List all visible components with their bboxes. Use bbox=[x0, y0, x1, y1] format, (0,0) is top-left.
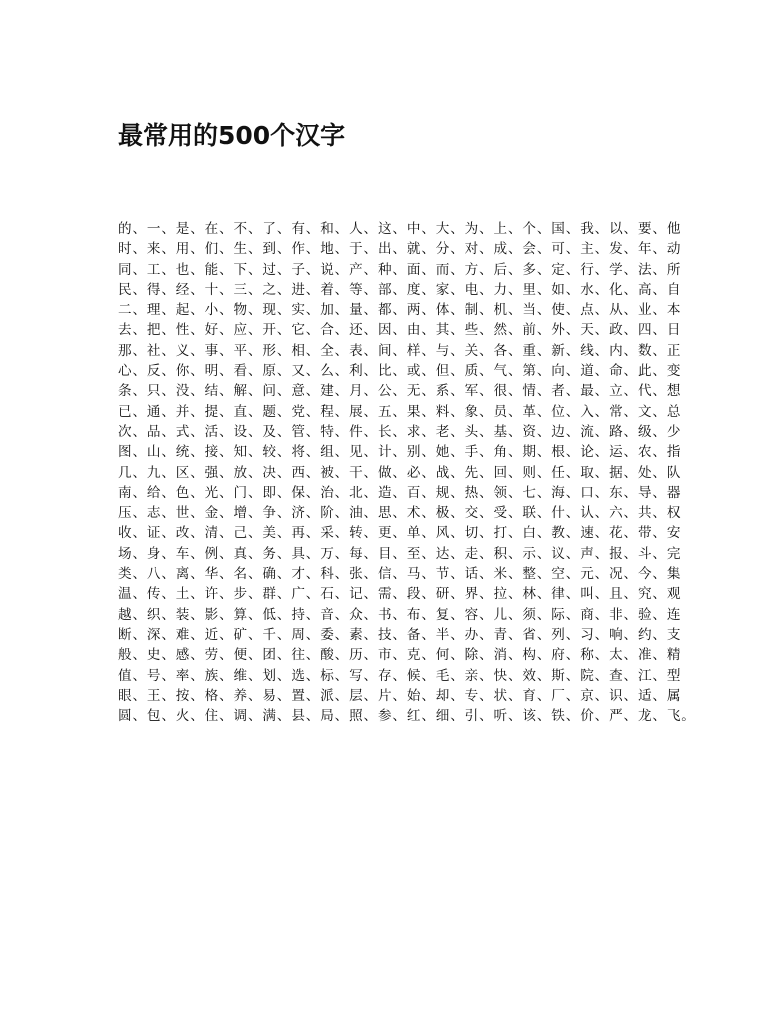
text-line: 时、来、用、们、生、到、作、地、于、出、就、分、对、成、会、可、主、发、年、动 bbox=[118, 241, 682, 258]
text-line: 几、九、区、强、放、决、西、被、干、做、必、战、先、回、则、任、取、据、处、队 bbox=[118, 464, 682, 481]
text-line: 温、传、土、许、步、群、广、石、记、需、段、研、界、拉、林、律、叫、且、究、观 bbox=[118, 586, 682, 603]
text-line: 南、给、色、光、门、即、保、治、北、造、百、规、热、领、七、海、口、东、导、器 bbox=[118, 484, 682, 501]
page-title: 最常用的500个汉字 bbox=[118, 121, 346, 150]
text-line: 图、山、统、接、知、较、将、组、见、计、别、她、手、角、期、根、论、运、农、指 bbox=[118, 444, 682, 461]
text-line: 民、得、经、十、三、之、进、着、等、部、度、家、电、力、里、如、水、化、高、自 bbox=[118, 281, 682, 298]
text-line: 越、织、装、影、算、低、持、音、众、书、布、复、容、儿、须、际、商、非、验、连 bbox=[118, 606, 682, 623]
text-line: 眼、王、按、格、养、易、置、派、层、片、始、却、专、状、育、厂、京、识、适、属 bbox=[118, 687, 682, 704]
text-line: 已、通、并、提、直、题、党、程、展、五、果、料、象、员、革、位、入、常、文、总 bbox=[118, 403, 682, 420]
text-line: 去、把、性、好、应、开、它、合、还、因、由、其、些、然、前、外、天、政、四、日 bbox=[118, 322, 682, 339]
text-line: 二、理、起、小、物、现、实、加、量、都、两、体、制、机、当、使、点、从、业、本 bbox=[118, 302, 682, 319]
text-line: 那、社、义、事、平、形、相、全、表、间、样、与、关、各、重、新、线、内、数、正 bbox=[118, 342, 682, 359]
character-list bbox=[118, 219, 696, 726]
text-line: 收、证、改、清、己、美、再、采、转、更、单、风、切、打、白、教、速、花、带、安 bbox=[118, 525, 682, 542]
text-line: 圆、包、火、住、调、满、县、局、照、参、红、细、引、听、该、铁、价、严、龙、飞。 bbox=[118, 708, 696, 725]
text-line: 般、史、感、劳、便、团、往、酸、历、市、克、何、除、消、构、府、称、太、准、精 bbox=[118, 647, 682, 664]
text-line: 的、一、是、在、不、了、有、和、人、这、中、大、为、上、个、国、我、以、要、他 bbox=[118, 221, 682, 237]
text-line: 压、志、世、金、增、争、济、阶、油、思、术、极、交、受、联、什、认、六、共、权 bbox=[118, 505, 682, 522]
text-line: 值、号、率、族、维、划、选、标、写、存、候、毛、亲、快、效、斯、院、查、江、型 bbox=[118, 667, 682, 684]
text-line: 次、品、式、活、设、及、管、特、件、长、求、老、头、基、资、边、流、路、级、少 bbox=[118, 423, 682, 440]
text-line: 场、身、车、例、真、务、具、万、每、目、至、达、走、积、示、议、声、报、斗、完 bbox=[118, 545, 682, 562]
text-line: 条、只、没、结、解、问、意、建、月、公、无、系、军、很、情、者、最、立、代、想 bbox=[118, 383, 682, 400]
text-line: 类、八、离、华、名、确、才、科、张、信、马、节、话、米、整、空、元、况、今、集 bbox=[118, 566, 682, 583]
text-line: 心、反、你、明、看、原、又、么、利、比、或、但、质、气、第、向、道、命、此、变 bbox=[118, 363, 682, 380]
text-line: 同、工、也、能、下、过、子、说、产、种、面、而、方、后、多、定、行、学、法、所 bbox=[118, 261, 682, 278]
text-line: 断、深、难、近、矿、千、周、委、素、技、备、半、办、青、省、列、习、响、约、支 bbox=[118, 626, 682, 643]
